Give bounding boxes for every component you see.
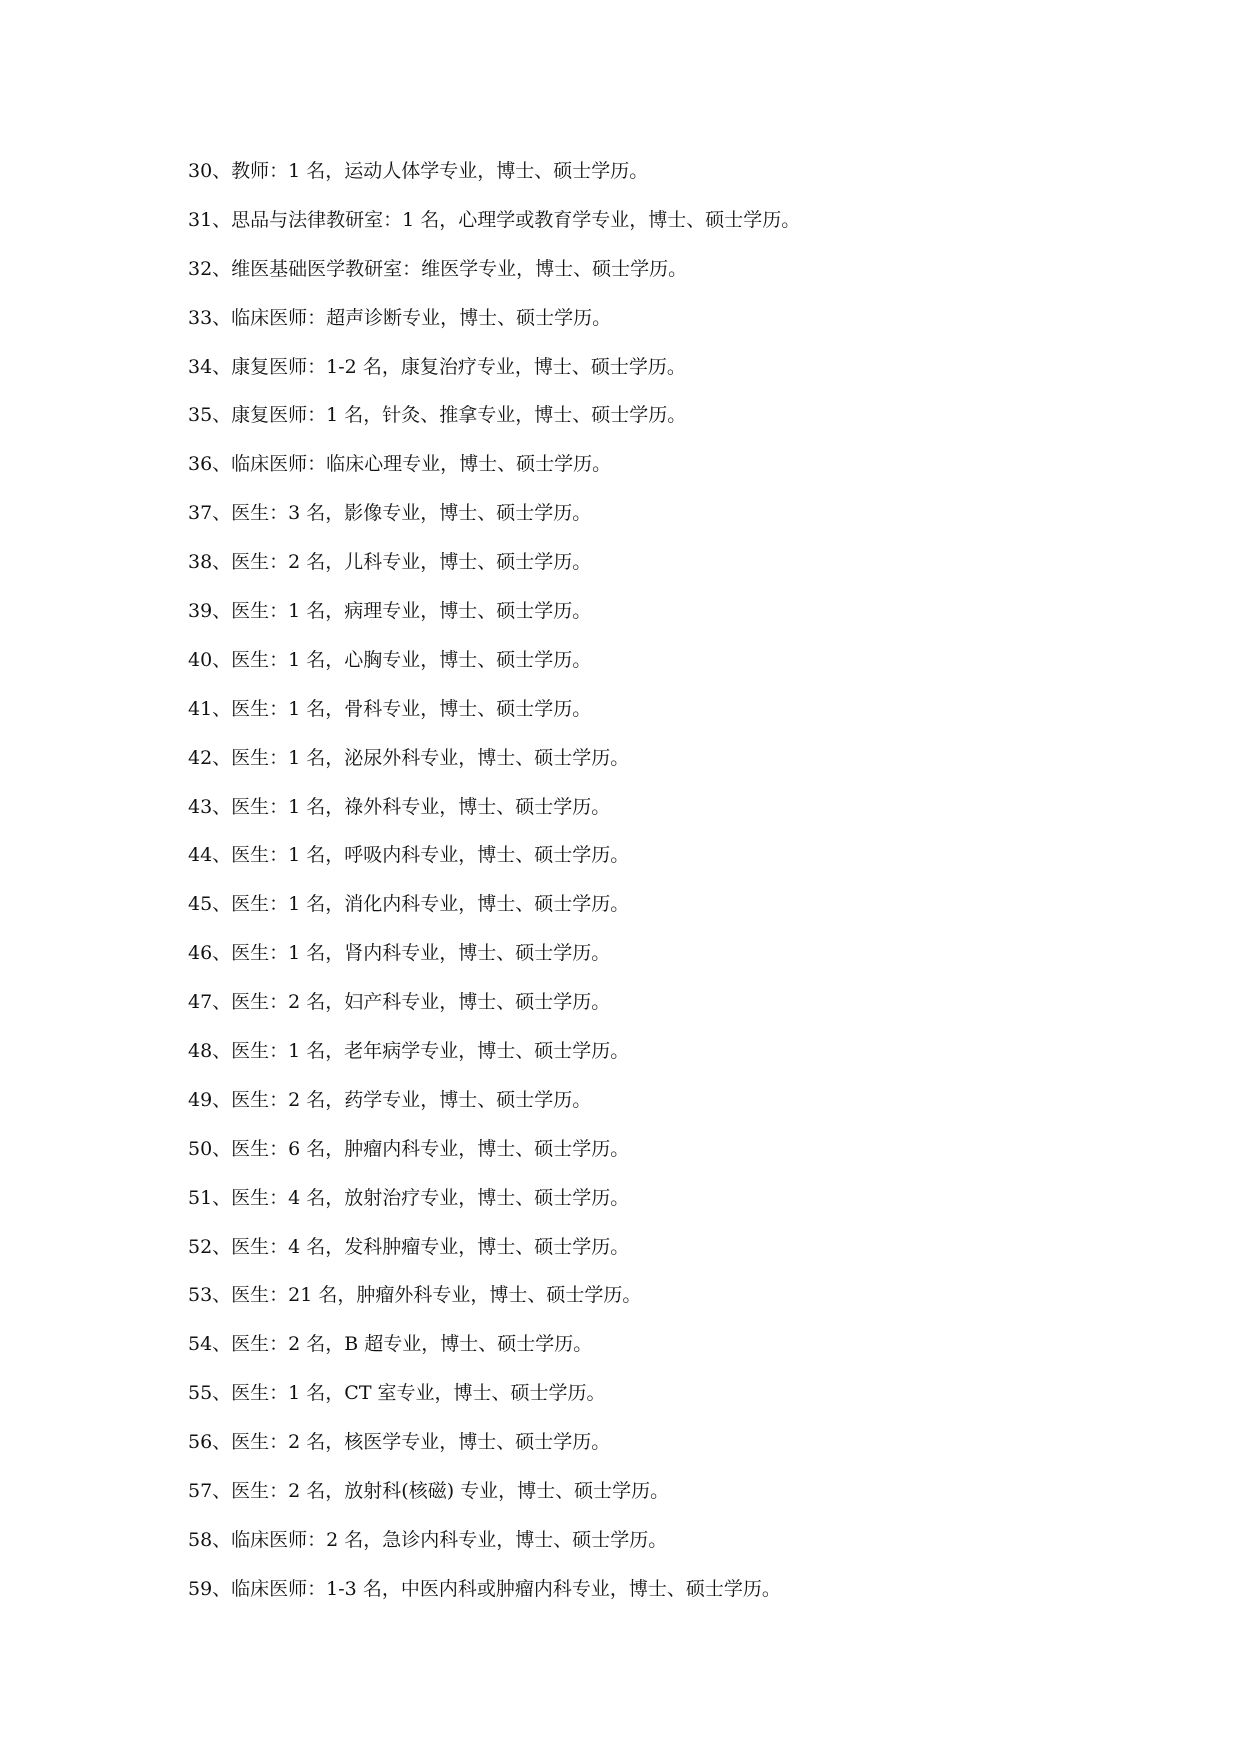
list-item: 47、医生：2 名，妇产科专业，博士、硕士学历。: [188, 991, 611, 1014]
list-item: 52、医生：4 名，发科肿瘤专业，博士、硕士学历。: [188, 1235, 630, 1258]
list-item: 33、临床医师：超声诊断专业，博士、硕士学历。: [188, 306, 612, 329]
list-item: 30、教师：1 名，运动人体学专业，博士、硕士学历。: [188, 160, 649, 182]
list-item: 40、医生：1 名，心胸专业，博士、硕士学历。: [188, 648, 592, 671]
list-item: 45、医生：1 名，消化内科专业，博士、硕士学历。: [188, 893, 630, 916]
list-item: 39、医生：1 名，病理专业，博士、硕士学历。: [188, 600, 592, 623]
list-item: 50、医生：6 名，肿瘤内科专业，博士、硕士学历。: [188, 1137, 630, 1160]
list-item: 41、医生：1 名，骨科专业，博士、硕士学历。: [188, 697, 592, 720]
list-item: 49、医生：2 名，药学专业，博士、硕士学历。: [188, 1088, 592, 1111]
list-item: 38、医生：2 名，儿科专业，博士、硕士学历。: [188, 551, 592, 574]
list-item: 54、医生：2 名，B 超专业，博士、硕士学历。: [188, 1333, 593, 1356]
list-item: 55、医生：1 名，CT 室专业，博士、硕士学历。: [188, 1382, 606, 1405]
position-list: [188, 156, 800, 1623]
list-item: 37、医生：3 名，影像专业，博士、硕士学历。: [188, 502, 592, 525]
list-item: 57、医生：2 名，放射科(核磁) 专业，博士、硕士学历。: [188, 1480, 670, 1503]
list-item: 46、医生：1 名，肾内科专业，博士、硕士学历。: [188, 942, 611, 965]
list-item: 44、医生：1 名，呼吸内科专业，博士、硕士学历。: [188, 844, 630, 867]
list-item: 35、康复医师：1 名，针灸、推拿专业，博士、硕士学历。: [188, 404, 687, 427]
list-item: 36、临床医师：临床心理专业，博士、硕士学历。: [188, 453, 612, 476]
list-item: 56、医生：2 名，核医学专业，博士、硕士学历。: [188, 1431, 611, 1454]
list-item: 31、思品与法律教研室：1 名，心理学或教育学专业，博士、硕士学历。: [188, 208, 801, 231]
list-item: 51、医生：4 名，放射治疗专业，博士、硕士学历。: [188, 1186, 630, 1209]
list-item: 42、医生：1 名，泌尿外科专业，博士、硕士学历。: [188, 746, 630, 769]
list-item: 34、康复医师：1-2 名，康复治疗专业，博士、硕士学历。: [188, 355, 686, 378]
list-item: 48、医生：1 名，老年病学专业，博士、硕士学历。: [188, 1040, 630, 1063]
list-item: 43、医生：1 名，祿外科专业，博士、硕士学历。: [188, 795, 611, 818]
list-item: 59、临床医师：1-3 名，中医内科或肿瘤内科专业，博士、硕士学历。: [188, 1577, 781, 1600]
list-item: 53、医生：21 名，肿瘤外科专业，博士、硕士学历。: [188, 1284, 642, 1307]
list-item: 32、维医基础医学教研室：维医学专业，博士、硕士学历。: [188, 257, 688, 280]
list-item: 58、临床医师：2 名，急诊内科专业，博士、硕士学历。: [188, 1528, 668, 1551]
